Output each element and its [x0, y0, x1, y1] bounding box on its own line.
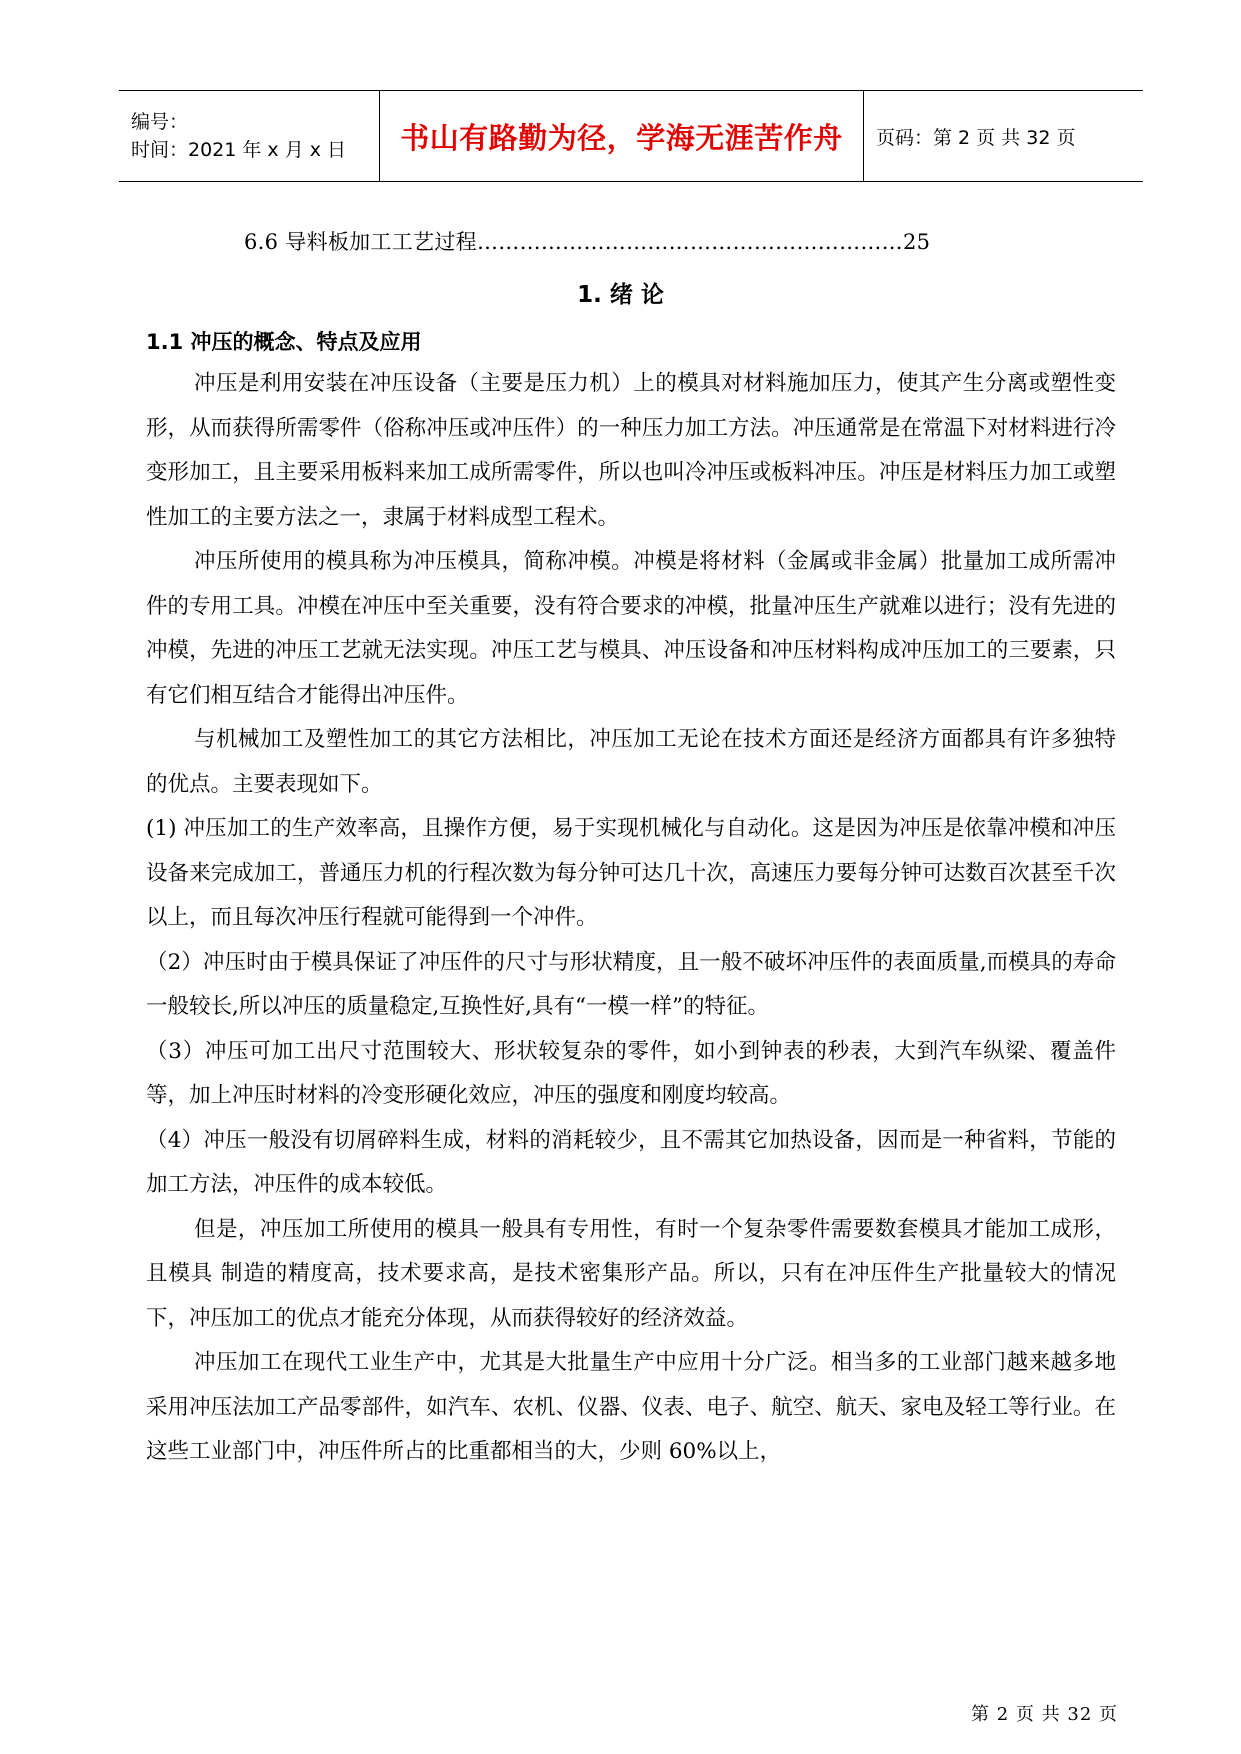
header-page-cell	[864, 91, 1143, 181]
section-title: 1.1 冲压的概念、特点及应用	[146, 330, 422, 354]
document-header	[119, 90, 1143, 182]
motto-text: 书山有路勤为径，学海无涯苦作舟	[400, 120, 843, 155]
header-info-cell	[119, 91, 380, 181]
list-item: （4）冲压一般没有切屑碎料生成，材料的消耗较少，且不需其它加热设备，因而是一种省料，节能的加工方法，冲压件的成本较低。	[146, 1127, 1116, 1197]
list-item: （3）冲压可加工出尺寸范围较大、形状较复杂的零件，如小到钟表的秒表，大到汽车纵梁、覆盖件等，加上冲压时材料的冷变形硬化效应，冲压的强度和刚度均较高。	[146, 1038, 1116, 1108]
paragraph: 冲压是利用安装在冲压设备（主要是压力机）上的模具对材料施加压力，使其产生分离或塑性变形，从而获得所需零件（俗称冲压或冲压件）的一种压力加工方法。冲压通常是在常温下对材料进行冷变形加工，且主要采用板料来加工成所需零件，所以也叫冷冲压或板料冲压。冲压是材料压力加工或塑性加工的主要方法之一，隶属于材料成型工程术。	[146, 371, 1116, 530]
page-footer: 第 2 页 共 32 页	[971, 1704, 1118, 1725]
paragraph: 与机械加工及塑性加工的其它方法相比，冲压加工无论在技术方面还是经济方面都具有许多独特的优点。主要表现如下。	[146, 727, 1116, 797]
list-item: (1) 冲压加工的生产效率高，且操作方便，易于实现机械化与自动化。这是因为冲压是依靠冲模和冲压设备来完成加工，普通压力机的行程次数为每分钟可达几十次，高速压力要每分钟可达数百次甚至千次以上，而且每次冲压行程就可能得到一个冲件。	[146, 816, 1116, 930]
toc-line: 6.6 导料板加工工艺过程……………………………………………………25	[244, 230, 931, 254]
paragraph: 但是，冲压加工所使用的模具一般具有专用性，有时一个复杂零件需要数套模具才能加工成形，且模具 制造的精度高，技术要求高，是技术密集形产品。所以，只有在冲压件生产批量较大的情况下，冲压加工的优点才能充分体现，从而获得较好的经济效益。	[146, 1216, 1116, 1331]
number-label: 编号：	[131, 111, 189, 133]
chapter-title: 1. 绪 论	[577, 282, 664, 308]
body-text	[146, 362, 1116, 1475]
header-motto-cell	[380, 91, 864, 181]
paragraph: 冲压所使用的模具称为冲压模具，简称冲模。冲模是将材料（金属或非金属）批量加工成所需冲件的专用工具。冲模在冲压中至关重要，没有符合要求的冲模，批量冲压生产就难以进行；没有先进的冲模，先进的冲压工艺就无法实现。冲压工艺与模具、冲压设备和冲压材料构成冲压加工的三要素，只有它们相互结合才能得出冲压件。	[146, 549, 1116, 708]
paragraph: 冲压加工在现代工业生产中，尤其是大批量生产中应用十分广泛。相当多的工业部门越来越多地采用冲压法加工产品零部件，如汽车、农机、仪器、仪表、电子、航空、航天、家电及轻工等行业。在这些工业部门中，冲压件所占的比重都相当的大，少则 60%以上，	[146, 1350, 1116, 1464]
time-label: 时间：2021 年 x 月 x 日	[131, 139, 347, 161]
list-item: （2）冲压时由于模具保证了冲压件的尺寸与形状精度，且一般不破坏冲压件的表面质量,而模具的寿命一般较长,所以冲压的质量稳定,互换性好,具有“一模一样”的特征。	[146, 949, 1116, 1019]
page-label: 页码：第 2 页 共 32 页	[876, 126, 1076, 149]
